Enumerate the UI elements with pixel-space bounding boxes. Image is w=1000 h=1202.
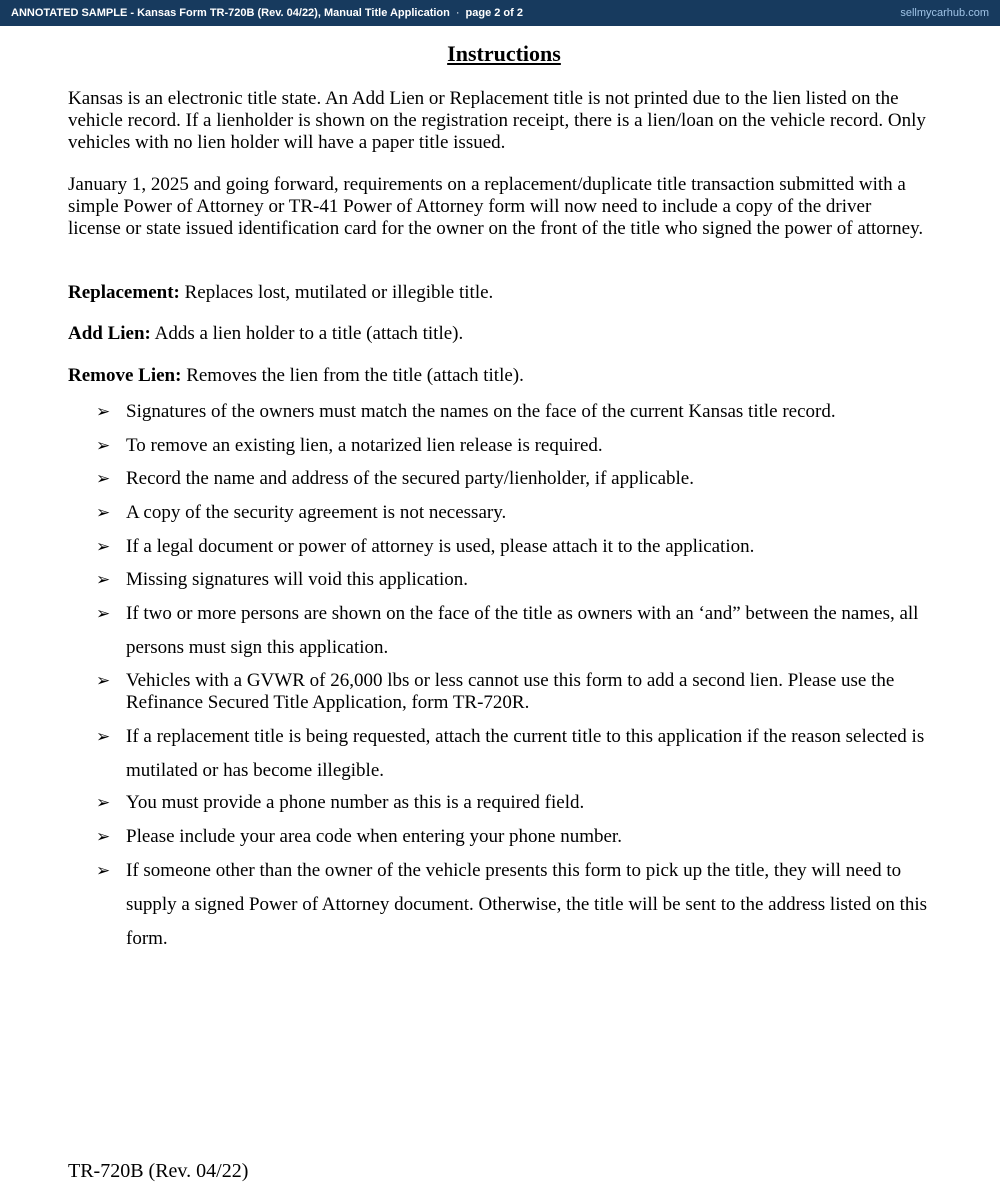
list-item (96, 502, 946, 524)
list-item-text: Signatures of the owners must match the names on the face of the current Kansas title record. (126, 401, 836, 422)
banner-left (11, 7, 523, 19)
list-item (96, 720, 946, 788)
list-item-text: A copy of the security agreement is not necessary. (126, 502, 507, 523)
definition-remove-lien (68, 365, 928, 387)
list-item-text: If a replacement title is being requested, attach the current title to this application if the reason selected is mutilated or has become illegible. (126, 726, 925, 781)
list-item (96, 401, 946, 423)
arrow-bullet-icon: ➢ (96, 727, 111, 747)
list-item-text: Missing signatures will void this application. (126, 569, 468, 590)
arrow-bullet-icon: ➢ (96, 537, 111, 557)
list-item-text: If a legal document or power of attorney is used, please attach it to the application. (126, 536, 755, 557)
list-item-text: If someone other than the owner of the vehicle presents this form to pick up the title, they will need to supply a signed Power of Attorney document. Otherwise, the title will be sent to the address listed on this form. (126, 860, 928, 949)
list-item-text: You must provide a phone number as this is a required field. (126, 792, 585, 813)
arrow-bullet-icon: ➢ (96, 469, 111, 489)
definition-text: Replaces lost, mutilated or illegible title. (179, 282, 494, 303)
arrow-bullet-icon: ➢ (96, 671, 111, 691)
banner-site-link[interactable]: sellmycarhub.com (900, 7, 989, 19)
definition-term: Remove Lien: (68, 365, 182, 386)
arrow-bullet-icon: ➢ (96, 570, 111, 590)
definition-text: Removes the lien from the title (attach title). (181, 365, 524, 386)
form-footer: TR-720B (Rev. 04/22) (68, 1160, 249, 1182)
arrow-bullet-icon: ➢ (96, 436, 111, 456)
list-item-text: To remove an existing lien, a notarized lien release is required. (126, 435, 603, 456)
definition-replacement (68, 282, 928, 304)
list-item (96, 468, 946, 490)
list-item (96, 792, 946, 814)
list-item (96, 536, 946, 558)
list-item-text: Record the name and address of the secured party/lienholder, if applicable. (126, 468, 694, 489)
banner-title: ANNOTATED SAMPLE - Kansas Form TR-720B (Rev. 04/22), Manual Title Application (11, 7, 450, 19)
list-item-text: If two or more persons are shown on the face of the title as owners with an ‘and” between the names, all persons must sign this application. (126, 603, 919, 658)
paragraph-poa-requirement: January 1, 2025 and going forward, requirements on a replacement/duplicate title transaction submitted with a simple Power of Attorney or TR-41 Power of Attorney form will now need to include a copy of the driver license or state issued identification card for the owner on the front of the title who signed the power of attorney. (68, 174, 924, 239)
arrow-bullet-icon: ➢ (96, 827, 111, 847)
arrow-bullet-icon: ➢ (96, 503, 111, 523)
list-item-text: Vehicles with a GVWR of 26,000 lbs or less cannot use this form to add a second lien. Please use the Refinance Secured Title Application, form TR-720R. (126, 670, 895, 713)
banner-page: page 2 of 2 (465, 7, 523, 19)
page-title: Instructions (447, 41, 561, 66)
list-item (96, 597, 946, 665)
list-item-text: Please include your area code when entering your phone number. (126, 826, 622, 847)
definition-add-lien (68, 323, 928, 345)
list-item (96, 569, 946, 591)
paragraph-electronic-title: Kansas is an electronic title state. An Add Lien or Replacement title is not printed due to the lien listed on the vehicle record. If a lienholder is shown on the registration receipt, there is a lien/loan on the vehicle record. Only vehicles with no lien holder will have a paper title issued. (68, 88, 926, 153)
arrow-bullet-icon: ➢ (96, 861, 111, 881)
definition-term: Add Lien: (68, 323, 151, 344)
list-item (96, 854, 946, 956)
banner-separator: · (455, 7, 460, 19)
arrow-bullet-icon: ➢ (96, 793, 111, 813)
definition-term: Replacement: (68, 282, 180, 303)
arrow-bullet-icon: ➢ (96, 402, 111, 422)
annotation-banner (0, 0, 1000, 26)
list-item (96, 670, 946, 714)
list-item (96, 435, 946, 457)
arrow-bullet-icon: ➢ (96, 604, 111, 624)
list-item (96, 826, 946, 848)
definition-text: Adds a lien holder to a title (attach title). (150, 323, 464, 344)
